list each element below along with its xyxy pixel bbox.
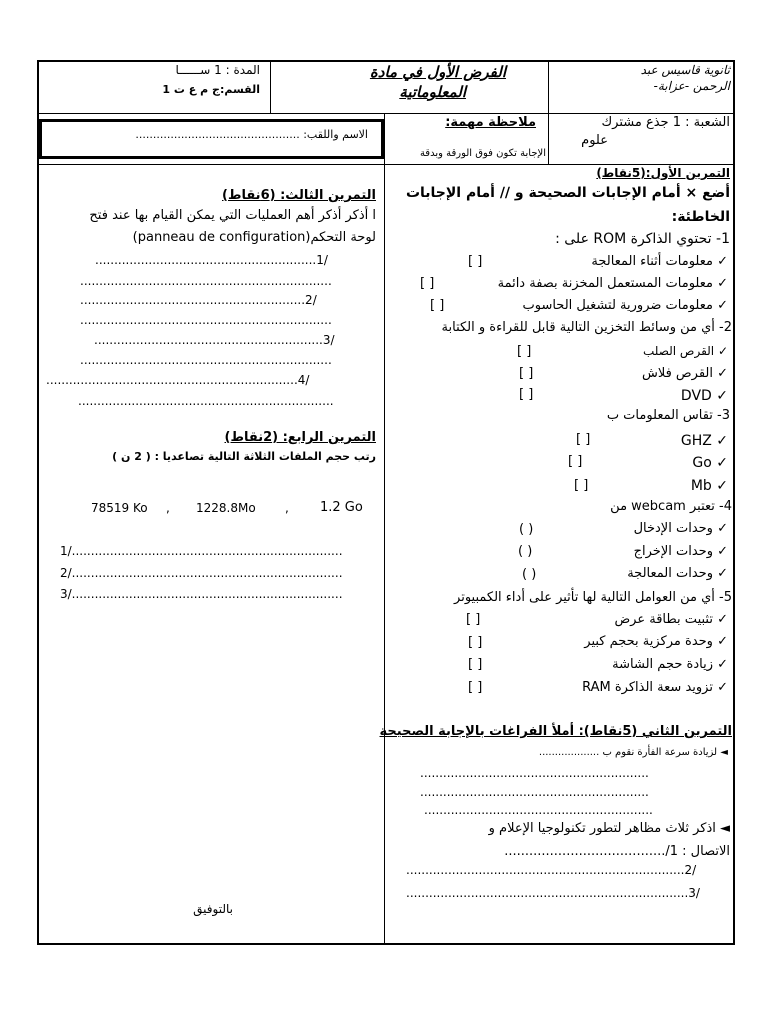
exercise2-answer-line[interactable]: ............................................................ — [420, 766, 649, 780]
checkmark-icon: ✓ — [712, 298, 728, 313]
q2-option-2: ✓ القرص فلاش — [641, 366, 728, 381]
exercise2-item1: ◄ لزيادة سرعة الفأرة نقوم ب ................... — [538, 747, 728, 758]
checkmark-icon: ✓ — [712, 254, 728, 269]
q1-option-1: ✓ معلومات أثناء المعالجة — [591, 254, 728, 269]
checkmark-icon: ✓ — [712, 566, 728, 581]
note-title: ملاحظة مهمة: — [445, 115, 536, 130]
column-divider — [384, 164, 385, 945]
exercise4-answer-1[interactable]: 1/....................................................................... — [60, 544, 343, 558]
q5-option-2-box[interactable]: [ ] — [468, 635, 483, 650]
q5-option-4-box[interactable]: [ ] — [468, 680, 483, 695]
school-name-line2: الرحمن -عزابة- — [653, 79, 730, 93]
exercise2-answer-2[interactable]: .........................................................................2/ — [406, 863, 697, 877]
exercise3-answer-line[interactable]: ..................................................................4/ — [46, 373, 310, 387]
exercise3-answer-line[interactable]: .................................................................. — [80, 274, 332, 288]
q2-option-1: ✓ القرص الصلب — [642, 344, 728, 358]
q1-option-3-box[interactable]: [ ] — [430, 298, 445, 313]
exercise2-item2-line1: ◄ اذكر ثلاث مظاهر لتطور تكنولوجيا الإعلام و — [488, 821, 730, 836]
exercise2-title: التمرين الثاني (5نقاط): أملأ الفراغات بالإجابة الصحيحة — [379, 724, 732, 739]
header-bottom-divider — [37, 113, 735, 114]
exercise4-answer-2[interactable]: 2/....................................................................... — [60, 566, 343, 580]
q5-option-3: ✓ زيادة حجم الشاشة — [612, 657, 728, 672]
q3-option-2: ✓ Go — [692, 455, 728, 471]
exercise1-instruction-line1: أضع × أمام الإجابات الصحيحة و ∕∕ أمام الإجابات — [405, 185, 730, 201]
checkmark-icon: ✓ — [712, 612, 728, 627]
q4-option-2-box[interactable]: ( ) — [518, 544, 533, 559]
name-field[interactable]: الاسم واللقب: ............................................... — [135, 128, 368, 141]
exercise3-text-line1: ا أذكر أذكر أهم العمليات التي يمكن القيام بها عند فتح — [89, 208, 376, 223]
branch-line2: علوم — [581, 133, 608, 148]
q4-option-2: ✓ وحدات الإخراج — [633, 544, 728, 559]
exercise3-title: التمرين الثالث: (6نقاط) — [222, 188, 376, 203]
q5-text: 5- أي من العوامل التالية لها تأثير على أداء الكمبيوتر — [454, 590, 732, 605]
school-name-line1: ثانوية قاسيس عبد — [640, 63, 730, 77]
exercise2-answer-line[interactable]: ............................................................ — [424, 803, 653, 817]
exam-title-line2: المعلوماتية — [399, 83, 466, 101]
checkmark-icon: ✓ — [712, 276, 728, 291]
q4-text: 4- تعتبر webcam من — [610, 499, 732, 514]
checkmark-icon: ✓ — [711, 478, 728, 494]
checkmark-icon: ✓ — [712, 657, 728, 672]
exercise3-answer-line[interactable]: ...........................................................2/ — [80, 293, 317, 307]
exercise1-instruction-line2: الخاطئة: — [671, 209, 730, 225]
q4-option-1-box[interactable]: ( ) — [519, 522, 534, 537]
exam-duration: المدة : 1 ســــــا — [175, 63, 260, 77]
q4-option-3-box[interactable]: ( ) — [522, 567, 537, 582]
q5-option-3-box[interactable]: [ ] — [468, 657, 483, 672]
subheader-divider-left — [384, 113, 385, 164]
q1-option-1-box[interactable]: [ ] — [468, 254, 483, 269]
checkmark-icon: ✓ — [712, 680, 728, 695]
exercise3-answer-line[interactable]: .................................................................. — [80, 313, 332, 327]
q5-option-1: ✓ تثبيت بطاقة عرض — [614, 612, 728, 627]
q2-option-2-box[interactable]: [ ] — [519, 366, 534, 381]
bullet-arrow-icon: ◄ — [720, 821, 730, 836]
subheader-divider-right — [548, 113, 549, 164]
q3-option-1: ✓ GHZ — [680, 433, 728, 449]
subheader-bottom-divider — [37, 164, 735, 165]
q3-option-3-box[interactable]: [ ] — [574, 478, 589, 493]
separator-comma: , — [166, 501, 170, 515]
bullet-arrow-icon: ◄ — [720, 747, 728, 758]
q1-option-2-box[interactable]: [ ] — [420, 276, 435, 291]
q2-option-3-box[interactable]: [ ] — [519, 387, 534, 402]
q5-option-1-box[interactable]: [ ] — [466, 612, 481, 627]
q3-option-3: ✓ Mb — [690, 478, 728, 494]
branch-line1: الشعبة : 1 جذع مشترك — [601, 115, 730, 130]
q3-text: 3- تقاس المعلومات ب — [606, 408, 730, 423]
checkmark-icon: ✓ — [711, 455, 728, 471]
exercise4-title: التمرين الرابع: (2نقاط) — [224, 430, 376, 445]
checkmark-icon: ✓ — [714, 344, 728, 358]
exercise4-answer-3[interactable]: 3/....................................................................... — [60, 587, 343, 601]
q4-option-1: ✓ وحدات الإدخال — [633, 521, 728, 536]
q5-option-4: ✓ تزويد سعة الذاكرة RAM — [582, 680, 728, 695]
q4-option-3: ✓ وحدات المعالجة — [627, 566, 728, 581]
separator-comma: , — [285, 501, 289, 515]
file-size-1: 78519 Ko — [91, 501, 148, 515]
q3-option-2-box[interactable]: [ ] — [568, 454, 583, 469]
q1-option-3: ✓ معلومات ضرورية لتشغيل الحاسوب — [522, 298, 728, 313]
checkmark-icon: ✓ — [712, 544, 728, 559]
checkmark-icon: ✓ — [711, 433, 728, 449]
exercise2-answer-3[interactable]: ..........................................................................3/ — [406, 886, 700, 900]
checkmark-icon: ✓ — [712, 521, 728, 536]
checkmark-icon: ✓ — [711, 388, 728, 404]
exercise2-item2-line2[interactable]: الاتصال : 1/....................................... — [504, 844, 730, 859]
checkmark-icon: ✓ — [712, 366, 728, 381]
section-code: القسم:ج م ع ت 1 — [162, 83, 260, 96]
q2-option-3: ✓ DVD — [680, 388, 728, 404]
q2-option-1-box[interactable]: [ ] — [517, 344, 532, 359]
exercise3-answer-line[interactable]: ..........................................................1/ — [95, 253, 328, 267]
checkmark-icon: ✓ — [712, 634, 728, 649]
header-divider-right — [548, 60, 549, 113]
q2-text: 2- أي من وسائط التخزين التالية قابل للقراءة و الكتابة — [441, 320, 732, 335]
file-size-2: 1228.8Mo — [196, 501, 256, 515]
file-size-3: 1.2 Go — [320, 500, 363, 515]
header-divider-left — [270, 60, 271, 113]
q3-option-1-box[interactable]: [ ] — [576, 432, 591, 447]
exercise3-answer-line[interactable]: ............................................................3/ — [94, 333, 335, 347]
q5-option-2: ✓ وحدة مركزية بحجم كبير — [584, 634, 728, 649]
exercise3-text-line2: لوحة التحكم(panneau de configuration) — [132, 230, 376, 245]
exercise2-answer-line[interactable]: ............................................................ — [420, 785, 649, 799]
exercise4-instruction: رتب حجم الملفات الثلاثة التالية تصاعديا : ( 2 ن ) — [112, 450, 376, 463]
exercise3-answer-line[interactable]: ................................................................... — [78, 394, 334, 408]
exam-title-line1: الفرض الأول في مادة — [369, 63, 506, 81]
q1-option-2: ✓ معلومات المستعمل المخزنة بصفة دائمة — [497, 276, 728, 291]
closing-text: بالتوفيق — [193, 902, 233, 916]
exercise3-answer-line[interactable]: .................................................................. — [80, 353, 332, 367]
exercise1-title: التمرين الأول:(5نقاط) — [596, 166, 730, 180]
q1-text: 1- تحتوي الذاكرة ROM على : — [555, 231, 730, 247]
note-text: الإجابة تكون فوق الورقة وبدقة — [419, 148, 546, 159]
